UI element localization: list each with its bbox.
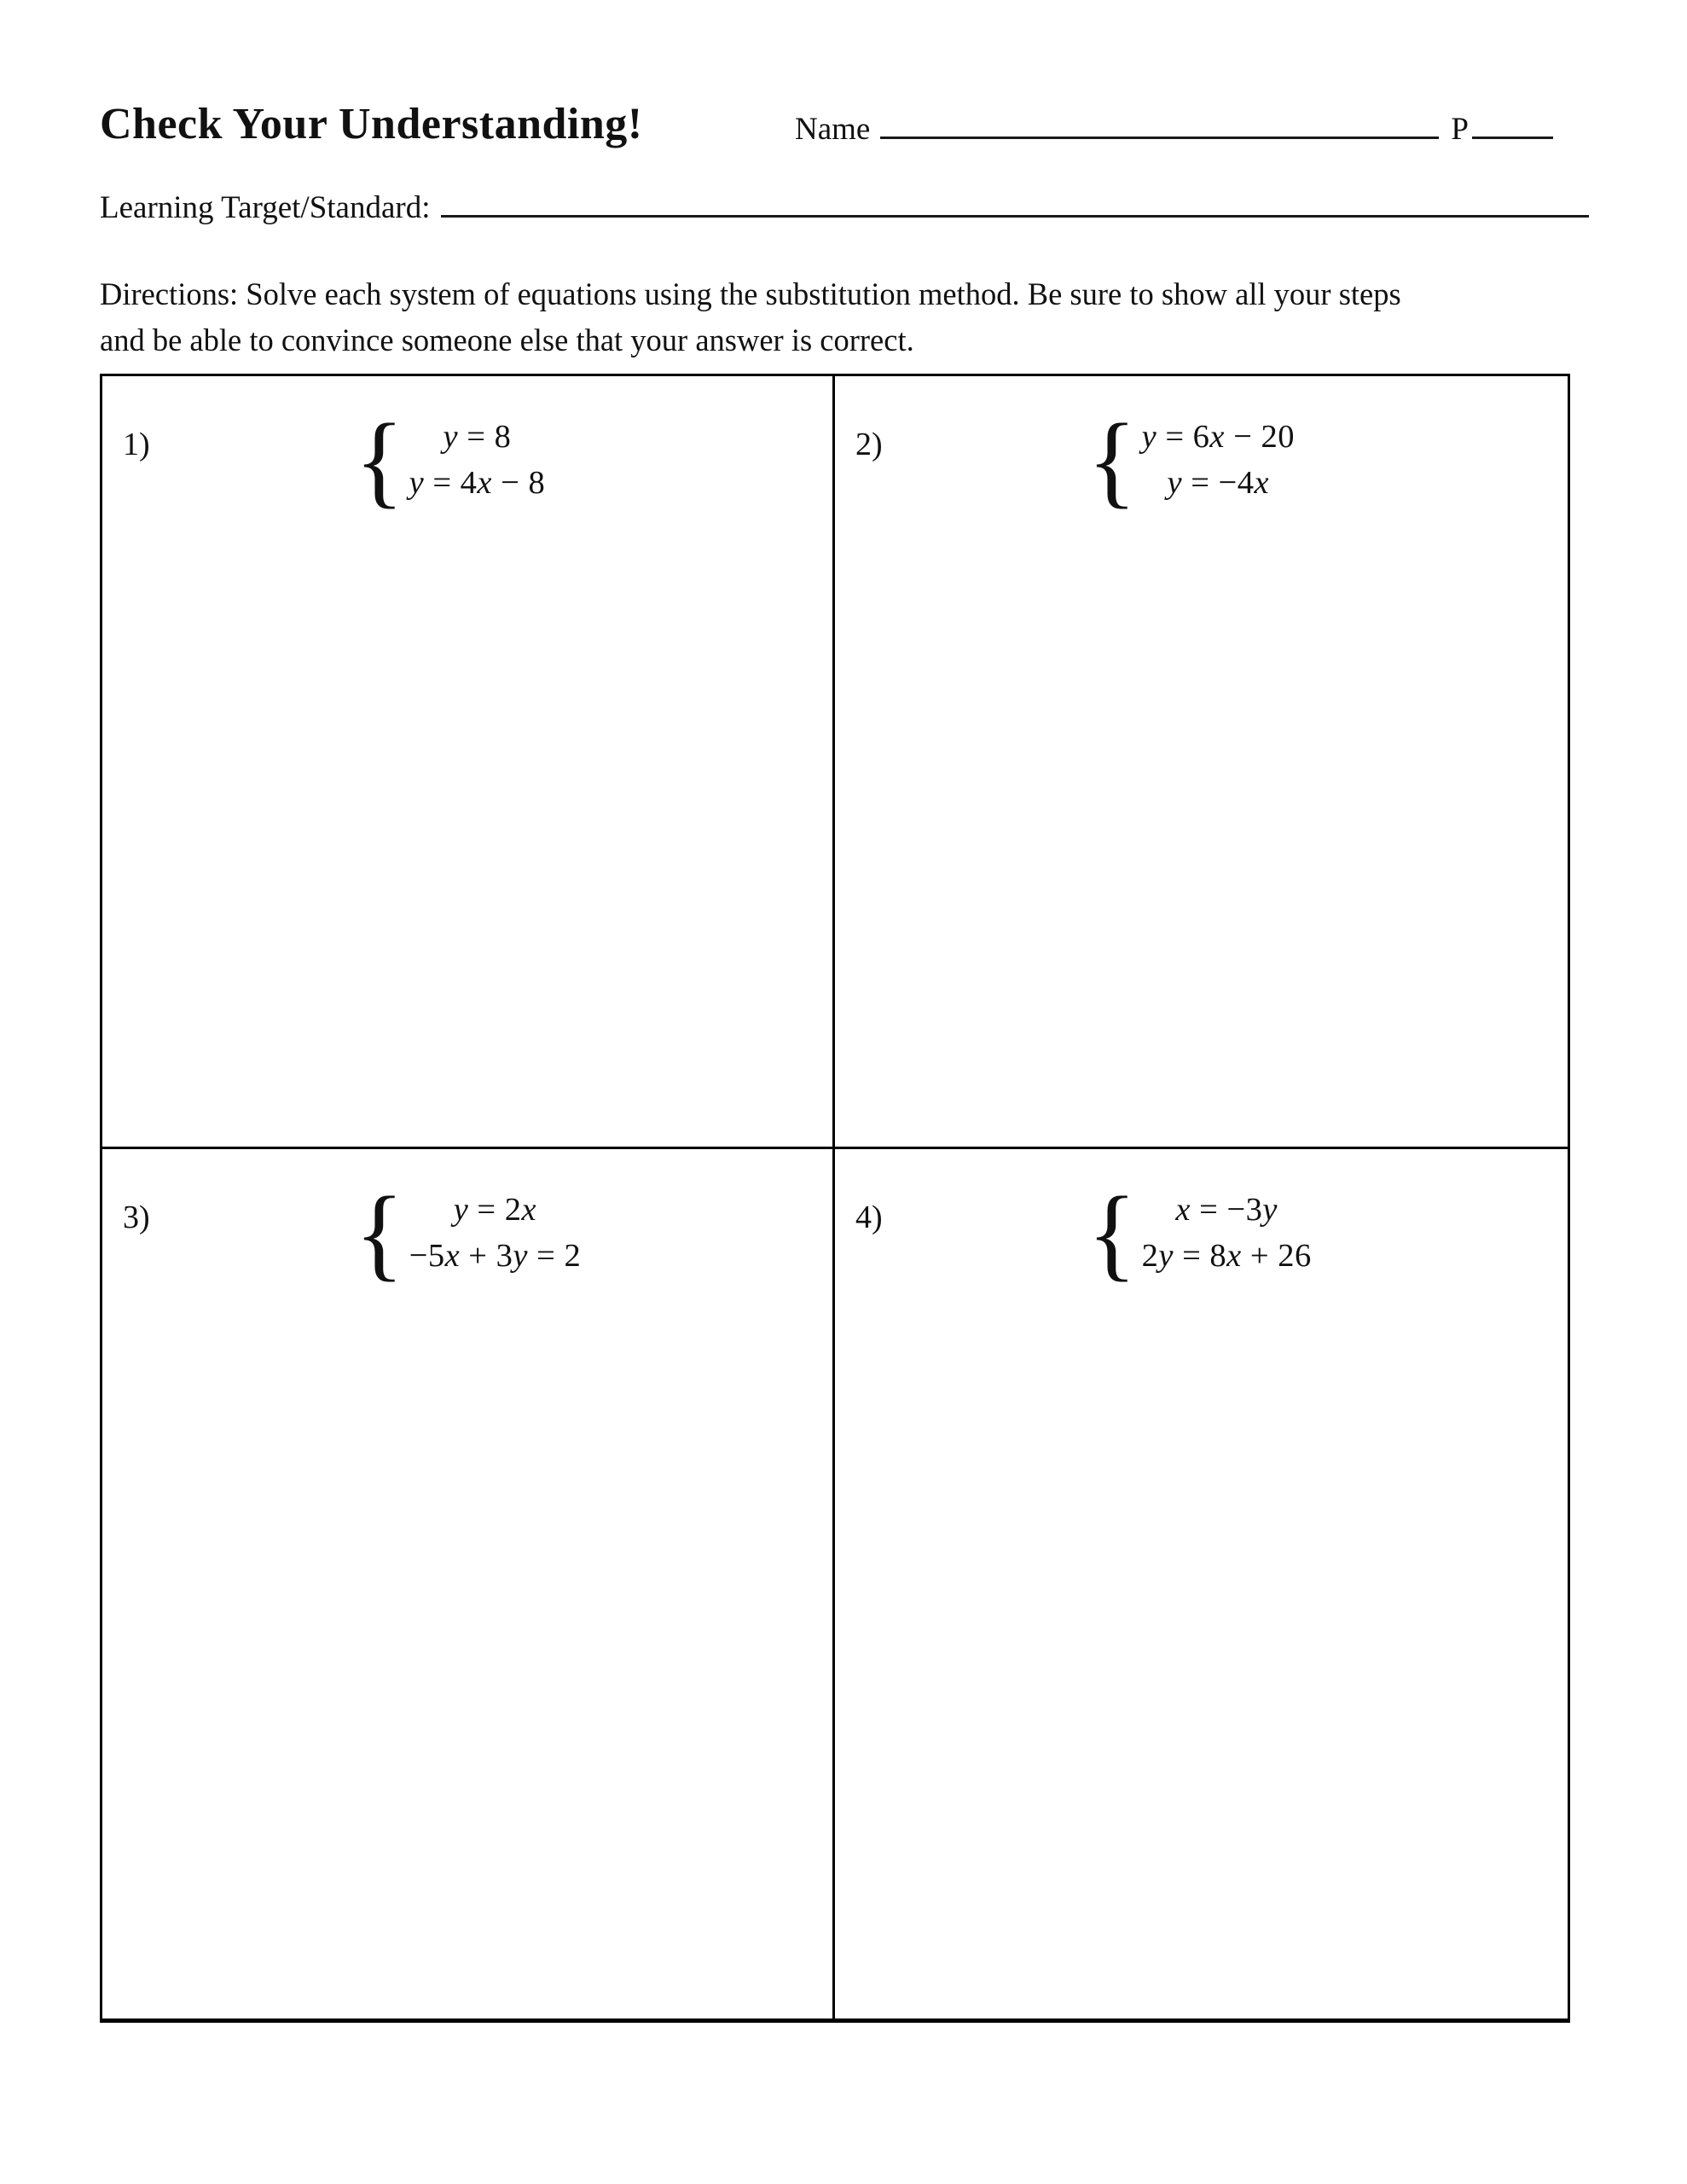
- directions-line-2: and be able to convince someone else that your answer is correct.: [100, 322, 914, 357]
- equation-lines: [1142, 1191, 1312, 1275]
- equation-line: y = −4x: [1167, 465, 1270, 501]
- problem-number: 2): [855, 427, 883, 462]
- equation-line: −5x + 3y = 2: [409, 1238, 582, 1274]
- system-brace: {: [355, 401, 404, 518]
- equation-line: y = 8: [443, 419, 512, 455]
- problem-cell-4: [835, 1149, 1568, 2018]
- page-title: Check Your Understanding!: [100, 100, 643, 148]
- learning-target-blank-line: [441, 215, 1589, 218]
- problem-number: 3): [123, 1199, 150, 1235]
- system-brace: {: [355, 1174, 404, 1291]
- problem-number: 4): [855, 1199, 883, 1235]
- equation-lines: [1142, 418, 1295, 502]
- equation-lines: [409, 418, 546, 502]
- learning-target-label: Learning Target/Standard:: [100, 190, 431, 225]
- period-blank-line: [1472, 136, 1553, 139]
- problem-cell-2: [835, 376, 1568, 1149]
- equation-system: [355, 401, 546, 518]
- system-brace: {: [1087, 401, 1137, 518]
- period-label: P: [1451, 112, 1469, 147]
- name-blank-line: [880, 136, 1439, 139]
- equation-system: [1087, 1174, 1312, 1291]
- problems-grid: [100, 374, 1570, 2023]
- problem-number: 1): [123, 427, 150, 462]
- equation-line: y = 6x − 20: [1141, 419, 1295, 455]
- name-row: [795, 111, 1553, 148]
- equation-lines: [409, 1191, 582, 1275]
- system-brace: {: [1087, 1174, 1137, 1291]
- equation-line: y = 2x: [453, 1192, 537, 1228]
- directions-text: [100, 271, 1592, 363]
- name-label: Name: [795, 112, 871, 147]
- problem-cell-1: [102, 376, 835, 1149]
- equation-system: [1087, 401, 1295, 518]
- equation-line: x = −3y: [1175, 1192, 1278, 1228]
- learning-target-row: [100, 189, 1589, 226]
- equation-line: 2y = 8x + 26: [1141, 1238, 1312, 1274]
- problem-cell-3: [102, 1149, 835, 2018]
- directions-line-1: Directions: Solve each system of equations using the substitution method. Be sure to show all your steps: [100, 276, 1401, 311]
- equation-system: [355, 1174, 582, 1291]
- equation-line: y = 4x − 8: [409, 465, 546, 501]
